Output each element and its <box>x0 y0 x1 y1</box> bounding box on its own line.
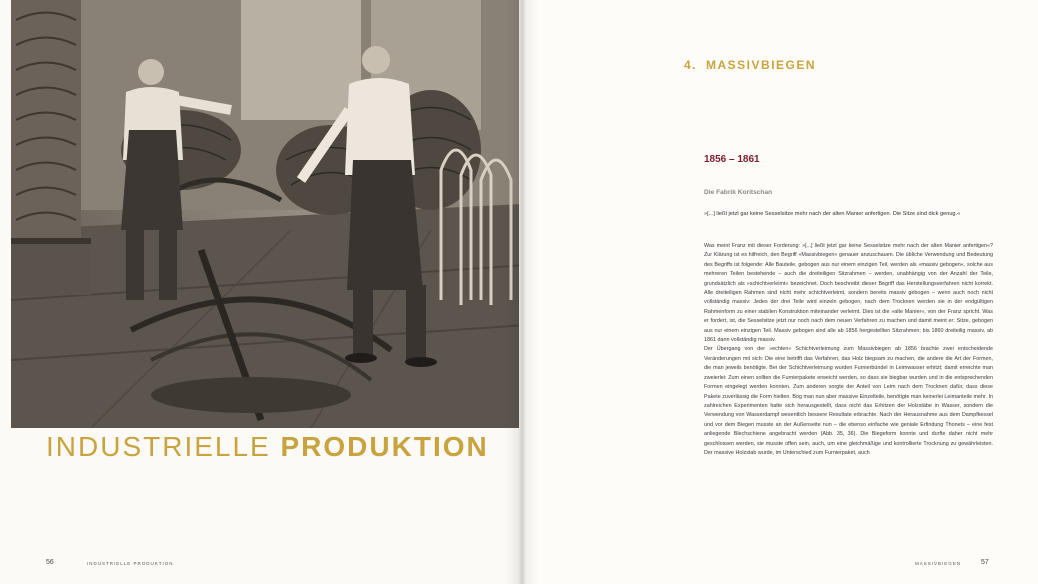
right-running-head <box>915 560 961 567</box>
date-range-heading: 1856 – 1861 <box>704 154 760 165</box>
section-title-bold: PRODUKTION <box>280 431 489 462</box>
section-title <box>46 431 489 463</box>
right-folio <box>981 559 989 566</box>
body-text <box>704 242 993 458</box>
chapter-number: 4. <box>684 58 698 72</box>
body-paragraph: Was meint Franz mit dieser Forderung: »[...] ließt jetzt gar keine Sesselsitze mehr nach der alten Manier anfertigen«? Zur Klärung ist es hilfreich, den Begriff »Massivbiegen« genauer anzuschauen. Die übliche Verwendung und Bedeutung des Begriffs ist folgende: Alle Bauteile, gebogen aus nur einem einzigen Teil, werden als »massiv gebogen«, solche aus mehreren Teilen bestehende – auch die dreiteiligen Sitzrahmen – werden, unabhängig von der Anzahl der Teile, grundsätzlich als »schichtverleimt« bezeichnet. Doch beschreibt dieser Begriff das Herstellungsverfahren nicht korrekt. Alle dreiteiligen Rahmen sind nicht mehr schichtverleimt, sondern bereits massiv gebogen – wenn auch noch nicht vollständig massiv: Jedes der drei Teile wird einzeln gebogen, nach dem Trocknen werden sie in der endgültigen Rahmenform zu einer stabilen Konstruktion miteinander verleimt. Dies ist die »alte Manier«, von der Franz spricht. Was er fordert, ist, die Sesselsitze jetzt nur noch nach dem neuen Verfahren zu machen und damit meint er: Sitze, gebogen aus nur einem einzigen Teil. Massiv gebogen sind alle ab 1856 hergestellten Sitzrahmen; bis 1860 dreiteilig massiv, ab 1861 dann vollständig massiv. <box>704 243 993 344</box>
right-page-number: 57 <box>981 559 989 566</box>
left-page-number: 56 <box>46 559 54 566</box>
workshop-photograph <box>11 0 601 428</box>
section-title-light: INDUSTRIELLE <box>46 431 271 462</box>
left-folio <box>46 559 54 566</box>
subheading: Die Fabrik Koritschan <box>704 189 773 196</box>
body-paragraph: Der Übergang von der »echten« Schichtverleimung zum Massivbiegen ab 1856 brachte zwei entscheidende Veränderungen mit sich: Die eine betrifft das Verfahren, das Holz biegsam zu machen, die andere die Art der Formen, die man jeweils benötigte. Bei der Schichtverleimung wurden Furnierbündel in Leimwasser erhitzt; damit erreichte man zweierlei: Zum einen sollten die Furnierpakete erweicht werden, so dass sie biegbar wurden und in die entsprechenden Formen eingelegt werden konnten. Zum anderen sorgte der Anteil von Leim nach dem Trocknen dafür, dass diese Pakete zuverlässig die Form hielten. Bog man nun aber massive Einzelteile, benötigte man keinerlei Leimanteile mehr. In zahlreichen Experimenten hatte sich herausgestellt, dass nicht das Erhitzen der Holzstäbe in Wasser, sondern die Verwendung von Wasserdampf wesentlich bessere Resultate erbrachte. Nach der Herausnahme aus dem Dampfkessel und vor dem Biegen musste an der Außenseite nun – die ebenso einfache wie geniale Erfindung Thonets – eine fest anliegende Blechschiene angebracht werden (Abb. 35, 36). Die Biegeform konnte und durfte daher nicht mehr geschlossen werden, sie musste offen sein, auch, um eine gleichmäßige und kontrollierte Trocknung zu gewährleisten. Der massive Holzstab wurde, im Unterschied zum Furnierpaket, auch <box>704 346 993 456</box>
epigraph-quote: »[...] ließt jetzt gar keine Sesselsitze mehr nach der alten Manier anfertigen. Die Sitze sind dick genug.« <box>704 211 961 217</box>
right-page <box>519 0 1038 584</box>
right-running-head-text: MASSIVBIEGEN <box>915 561 962 566</box>
left-running-head-text: INDUSTRIELLE PRODUKTION <box>87 561 174 566</box>
left-running-head <box>87 560 174 567</box>
chapter-title: MASSIVBIEGEN <box>706 58 817 72</box>
chapter-heading <box>684 58 816 72</box>
